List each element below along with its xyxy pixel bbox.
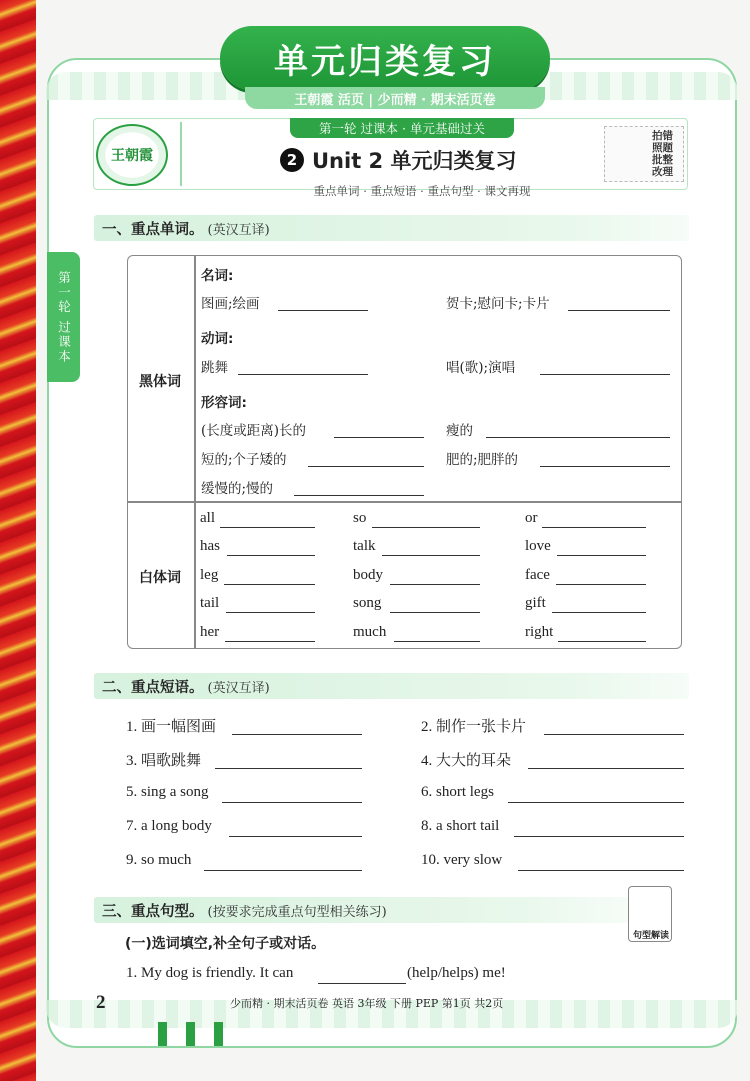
section2-title: 二、重点短语。 — [102, 679, 204, 696]
verb-item: 跳舞 — [201, 360, 228, 376]
answer-blank[interactable] — [558, 641, 646, 642]
unit-title-text: Unit 2 单元归类复习 — [312, 149, 517, 173]
answer-blank[interactable] — [229, 836, 362, 837]
phrase-item: 3. 唱歌跳舞 — [126, 753, 202, 769]
answer-blank[interactable] — [394, 641, 480, 642]
answer-blank[interactable] — [528, 768, 684, 769]
plain-word: tail — [200, 595, 220, 611]
plain-word: much — [353, 624, 387, 640]
page-title-banner: 单元归类复习 — [220, 26, 550, 90]
plain-word: leg — [200, 567, 219, 583]
table-divider-h — [128, 501, 681, 503]
adj-item: (长度或距离)长的 — [201, 423, 307, 439]
binding-marks — [158, 1022, 242, 1050]
answer-blank[interactable] — [540, 374, 670, 375]
phrase-item: 2. 制作一张卡片 — [421, 719, 527, 735]
answer-blank[interactable] — [222, 802, 362, 803]
answer-blank[interactable] — [390, 584, 480, 585]
answer-blank[interactable] — [557, 555, 646, 556]
phrase-item: 5. sing a song — [126, 784, 209, 800]
tagline: 重点单词 · 重点短语 · 重点句型 · 课文再现 — [313, 184, 531, 198]
answer-blank[interactable] — [204, 870, 362, 871]
phrase-item: 10. very slow — [421, 852, 503, 868]
page-number: 2 — [96, 992, 106, 1013]
plain-words-label: 白体词 — [139, 570, 181, 586]
answer-blank[interactable] — [224, 584, 315, 585]
section1-hint: (英汉互译) — [207, 222, 270, 238]
plain-word: face — [525, 567, 550, 583]
answer-blank[interactable] — [334, 437, 424, 438]
mistake-note-label: 拍错 照题 批整 改理 — [652, 130, 673, 178]
answer-blank[interactable] — [294, 495, 424, 496]
adj-item: 缓慢的;慢的 — [201, 481, 274, 497]
phrase-item: 1. 画一幅图画 — [126, 719, 217, 735]
answer-blank[interactable] — [215, 768, 362, 769]
answer-blank[interactable] — [552, 612, 646, 613]
plain-word: her — [200, 624, 220, 640]
adj-item: 瘦的 — [446, 423, 473, 439]
answer-blank[interactable] — [225, 641, 315, 642]
answer-blank[interactable] — [232, 734, 362, 735]
section3-hint: (按要求完成重点句型相关练习) — [207, 904, 387, 920]
section3-heading — [94, 897, 629, 923]
answer-blank[interactable] — [308, 466, 424, 467]
table-divider-v — [194, 256, 196, 648]
answer-blank[interactable] — [278, 310, 368, 311]
answer-blank[interactable] — [238, 374, 368, 375]
round-tag: 第一轮 过课本 · 单元基础过关 — [290, 118, 514, 138]
section1-heading — [94, 215, 689, 241]
plain-word: all — [200, 510, 215, 526]
side-tab: 第一轮 过课本 — [47, 252, 80, 382]
phrase-item: 8. a short tail — [421, 818, 500, 834]
adj-item: 短的;个子矮的 — [201, 452, 287, 468]
noun-item: 贺卡;慰问卡;卡片 — [446, 296, 550, 312]
decorative-ribbon — [0, 0, 36, 1081]
question-1-end: (help/helps) me! — [407, 965, 506, 981]
answer-blank[interactable] — [382, 555, 480, 556]
answer-blank[interactable] — [568, 310, 670, 311]
phrase-item: 9. so much — [126, 852, 192, 868]
answer-blank[interactable] — [226, 612, 315, 613]
answer-blank[interactable] — [390, 612, 480, 613]
answer-blank[interactable] — [556, 584, 646, 585]
binding-mark — [186, 1022, 195, 1046]
qr-code-label: 句型解读 — [632, 931, 669, 941]
plain-word: talk — [353, 538, 376, 554]
noun-item: 图画;绘画 — [201, 296, 260, 312]
logo-divider — [180, 122, 182, 186]
phrase-item: 6. short legs — [421, 784, 494, 800]
section2-hint: (英汉互译) — [207, 680, 270, 696]
answer-blank[interactable] — [544, 734, 684, 735]
section2-heading — [94, 673, 689, 699]
plain-word: right — [525, 624, 554, 640]
answer-blank[interactable] — [542, 527, 646, 528]
answer-blank[interactable] — [486, 437, 670, 438]
series-subtitle: 王朝霞 活页 | 少而精 · 期末活页卷 — [245, 87, 545, 109]
section3-title: 三、重点句型。 — [102, 903, 204, 920]
noun-heading: 名词: — [201, 268, 234, 284]
plain-word: love — [525, 538, 551, 554]
plain-word: body — [353, 567, 383, 583]
brand-logo: 王朝霞 — [96, 124, 168, 186]
footer-info: 少而精 · 期末活页卷 英语 3年级 下册 PEP 第1页 共2页 — [230, 997, 504, 1010]
plain-word: gift — [525, 595, 546, 611]
answer-blank[interactable] — [227, 555, 315, 556]
answer-blank[interactable] — [220, 527, 315, 528]
verb-item: 唱(歌);演唱 — [446, 360, 516, 376]
phrase-item: 7. a long body — [126, 818, 212, 834]
answer-blank[interactable] — [508, 802, 684, 803]
question-1-start: 1. My dog is friendly. It can — [126, 965, 294, 981]
plain-word: has — [200, 538, 220, 554]
verb-heading: 动词: — [201, 331, 234, 347]
answer-blank[interactable] — [318, 983, 406, 984]
plain-word: or — [525, 510, 538, 526]
answer-blank[interactable] — [518, 870, 684, 871]
answer-blank[interactable] — [372, 527, 480, 528]
adj-item: 肥的;肥胖的 — [446, 452, 519, 468]
adj-heading: 形容词: — [201, 395, 247, 411]
unit-title — [280, 144, 540, 176]
section3-subtitle: (一)选词填空,补全句子或对话。 — [125, 936, 326, 952]
phrase-item: 4. 大大的耳朵 — [421, 753, 512, 769]
section1-title: 一、重点单词。 — [102, 221, 204, 238]
binding-mark — [214, 1022, 223, 1046]
bold-words-label: 黑体词 — [139, 374, 181, 390]
answer-blank[interactable] — [540, 466, 670, 467]
plain-word: so — [353, 510, 367, 526]
binding-mark — [158, 1022, 167, 1046]
plain-word: song — [353, 595, 382, 611]
answer-blank[interactable] — [514, 836, 684, 837]
unit-number-badge: 2 — [280, 148, 304, 172]
